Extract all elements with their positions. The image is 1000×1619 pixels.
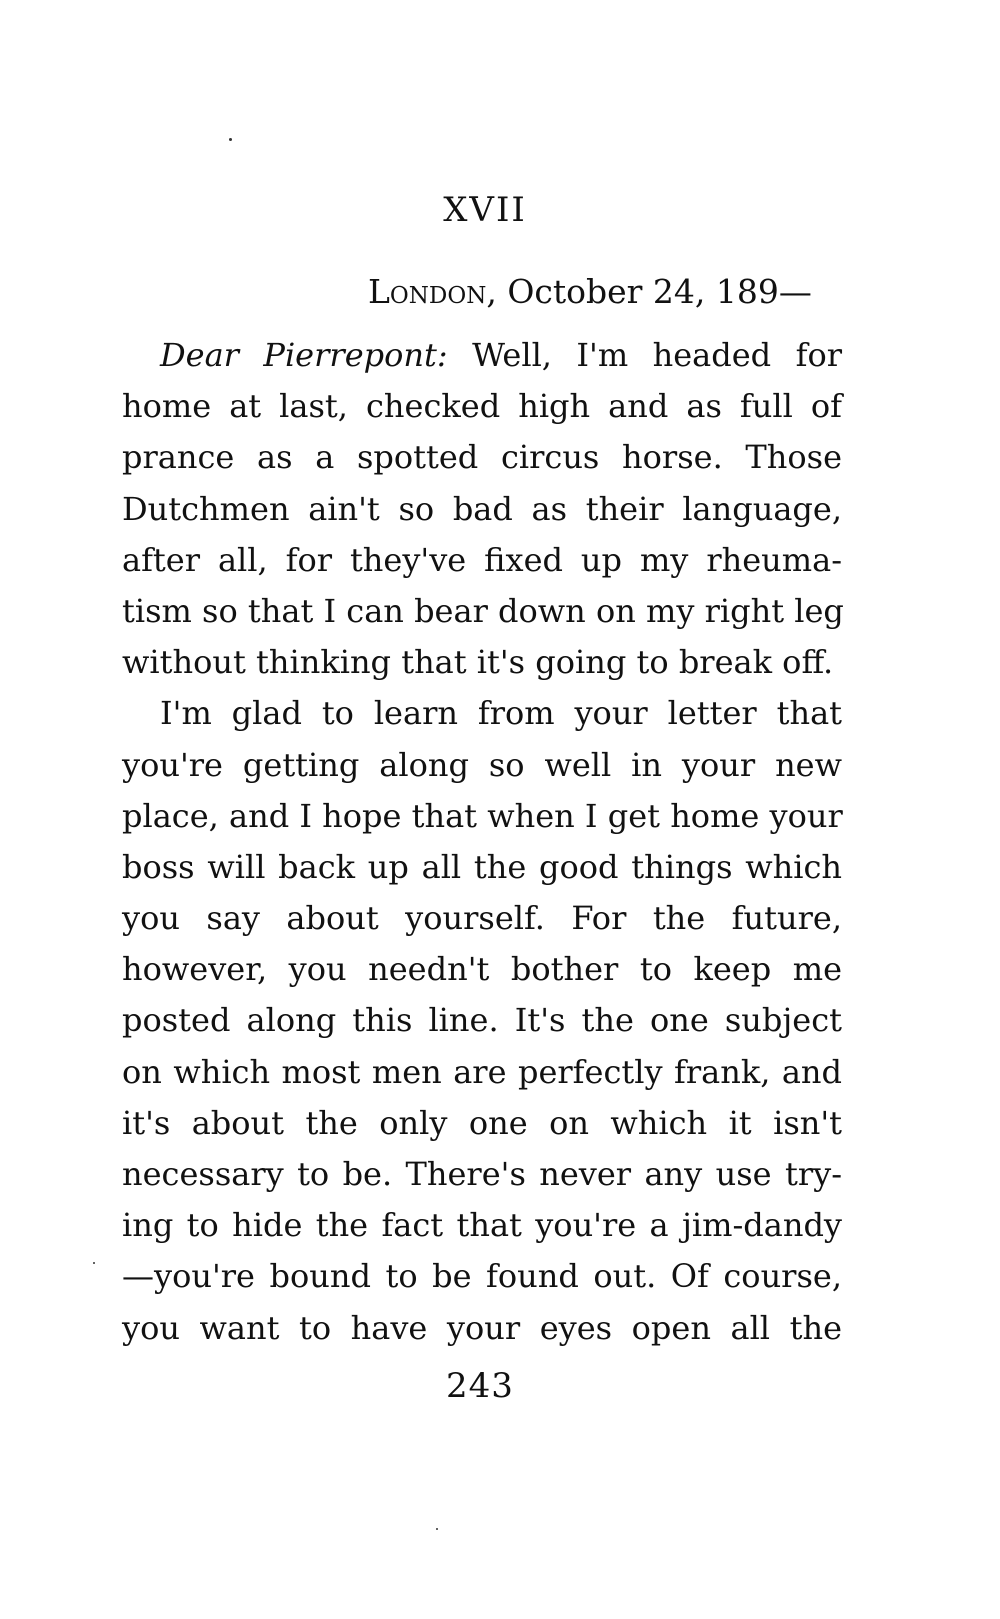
chapter-heading: XVII <box>443 190 527 230</box>
text-line: on which most men are perfectly frank, and <box>122 1052 842 1091</box>
text-line: Dutchmen ain't so bad as their language, <box>122 489 842 528</box>
dateline-date: October 24, 189— <box>507 272 812 311</box>
text-line: ing to hide the fact that you're a jim-dandy <box>122 1206 842 1245</box>
text-line: tism so that I can bear down on my right leg <box>122 591 844 630</box>
text-line: place, and I hope that when I get home your <box>122 796 843 835</box>
text-line-content: Well, I'm headed for <box>472 336 843 374</box>
text-line: you say about yourself. For the future, <box>122 899 842 938</box>
text-line: without thinking that it's going to break off. <box>122 643 834 682</box>
dateline-place: London, <box>368 272 497 311</box>
text-line: home at last, checked high and as full of <box>122 387 842 426</box>
text-line: it's about the only one on which it isn't <box>122 1103 842 1142</box>
ink-speck <box>436 1528 438 1530</box>
text-line: —you're bound to be found out. Of course, <box>122 1257 842 1296</box>
letter-body <box>122 330 842 1354</box>
text-line: you want to have your eyes open all the <box>122 1308 842 1347</box>
page-number: 243 <box>446 1366 514 1406</box>
text-line: boss will back up all the good things which <box>122 847 842 886</box>
text-line: you're getting along so well in your new <box>122 745 842 784</box>
text-line: posted along this line. It's the one subject <box>122 1001 842 1040</box>
text-line: I'm glad to learn from your letter that <box>160 694 842 733</box>
ink-speck <box>93 1262 95 1264</box>
text-line: necessary to be. There's never any use try- <box>122 1155 842 1193</box>
text-line: after all, for they've fixed up my rheuma- <box>122 540 842 579</box>
text-line <box>122 330 842 381</box>
dateline <box>368 272 812 311</box>
text-line: however, you needn't bother to keep me <box>122 950 842 989</box>
salutation: Dear Pierrepont: <box>160 336 448 374</box>
text-line: prance as a spotted circus horse. Those <box>122 438 842 477</box>
ink-speck <box>229 138 232 141</box>
